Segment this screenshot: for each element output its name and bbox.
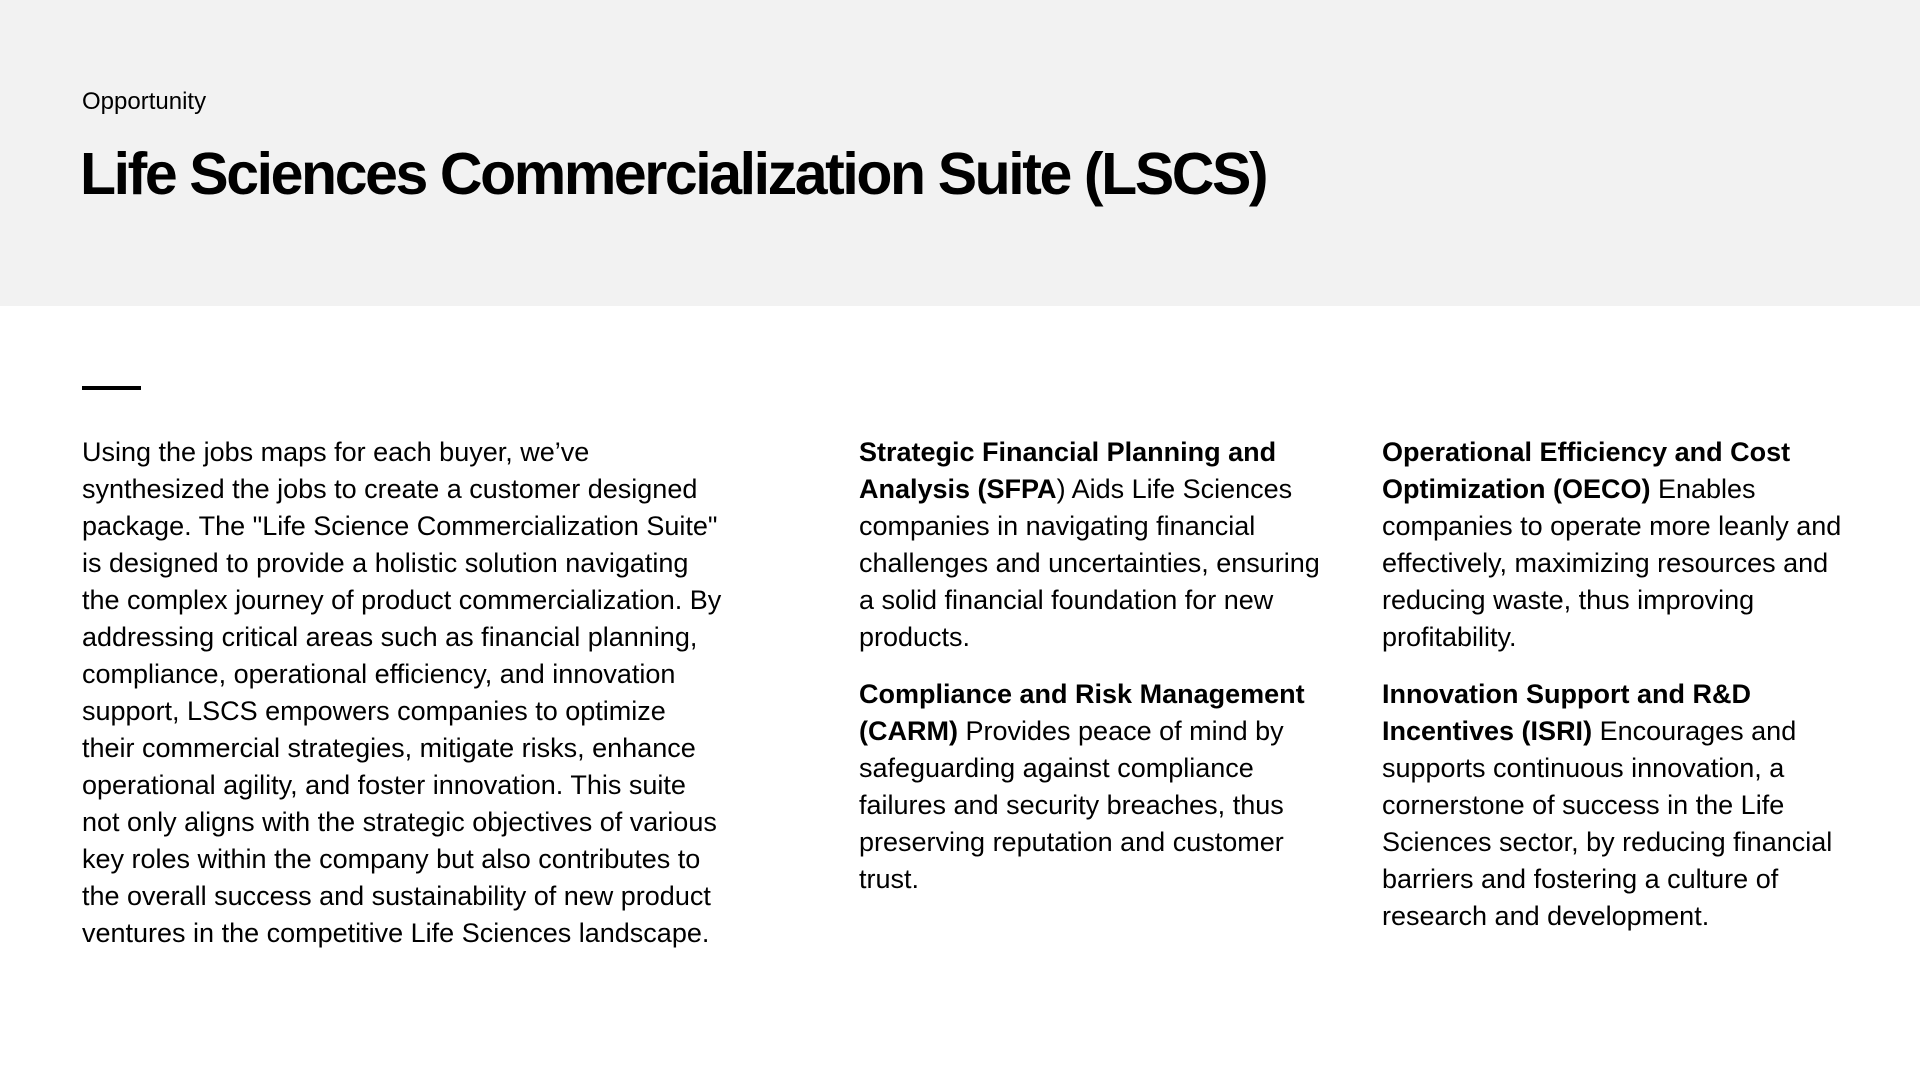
page-title: Life Sciences Commercialization Suite (LSCS): [80, 141, 1267, 207]
header-band: [0, 0, 1920, 306]
feature-name: Strategic Financial Planning and Analysis (SFPA: [859, 437, 1277, 504]
features-column-right: [1382, 434, 1852, 935]
feature-description: Provides peace of mind by safeguarding against compliance failures and security breaches, thus preserving reputation and customer trust.: [859, 716, 1284, 894]
features-column-middle: [859, 434, 1329, 898]
intro-column: [82, 434, 722, 952]
feature-name: Operational Efficiency and Cost Optimization (OECO): [1382, 437, 1791, 504]
intro-paragraph: Using the jobs maps for each buyer, we’ve synthesized the jobs to create a customer designed package. The "Life Science Commercialization Suite" is designed to provide a holistic solution navigating the complex journey of product commercialization. By addressing critical areas such as financial planning, compliance, operational efficiency, and innovation support, LSCS empowers companies to optimize their commercial strategies, mitigate risks, enhance operational agility, and foster innovation. This suite not only aligns with the strategic objectives of various key roles within the company but also contributes to the overall success and sustainability of new product ventures in the competitive Life Sciences landscape.: [82, 437, 722, 948]
accent-divider: [82, 386, 141, 390]
feature-description: Enables companies to operate more leanly and effectively, maximizing resources and reducing waste, thus improving profitability.: [1382, 474, 1842, 652]
feature-description: Encourages and supports continuous innovation, a cornerstone of success in the Life Sciences sector, by reducing financial barriers and fostering a culture of research and development.: [1382, 716, 1833, 931]
feature-name: Compliance and Risk Management (CARM): [859, 679, 1305, 746]
feature-isri: [1382, 676, 1852, 935]
section-eyebrow: Opportunity: [82, 88, 207, 115]
feature-oeco: [1382, 434, 1852, 656]
feature-name: Innovation Support and R&D Incentives (ISRI): [1382, 679, 1751, 746]
feature-description: ) Aids Life Sciences companies in navigating financial challenges and uncertainties, ensuring a solid financial foundation for new products.: [859, 474, 1320, 652]
feature-sfpa: [859, 434, 1329, 656]
feature-carm: [859, 676, 1329, 898]
